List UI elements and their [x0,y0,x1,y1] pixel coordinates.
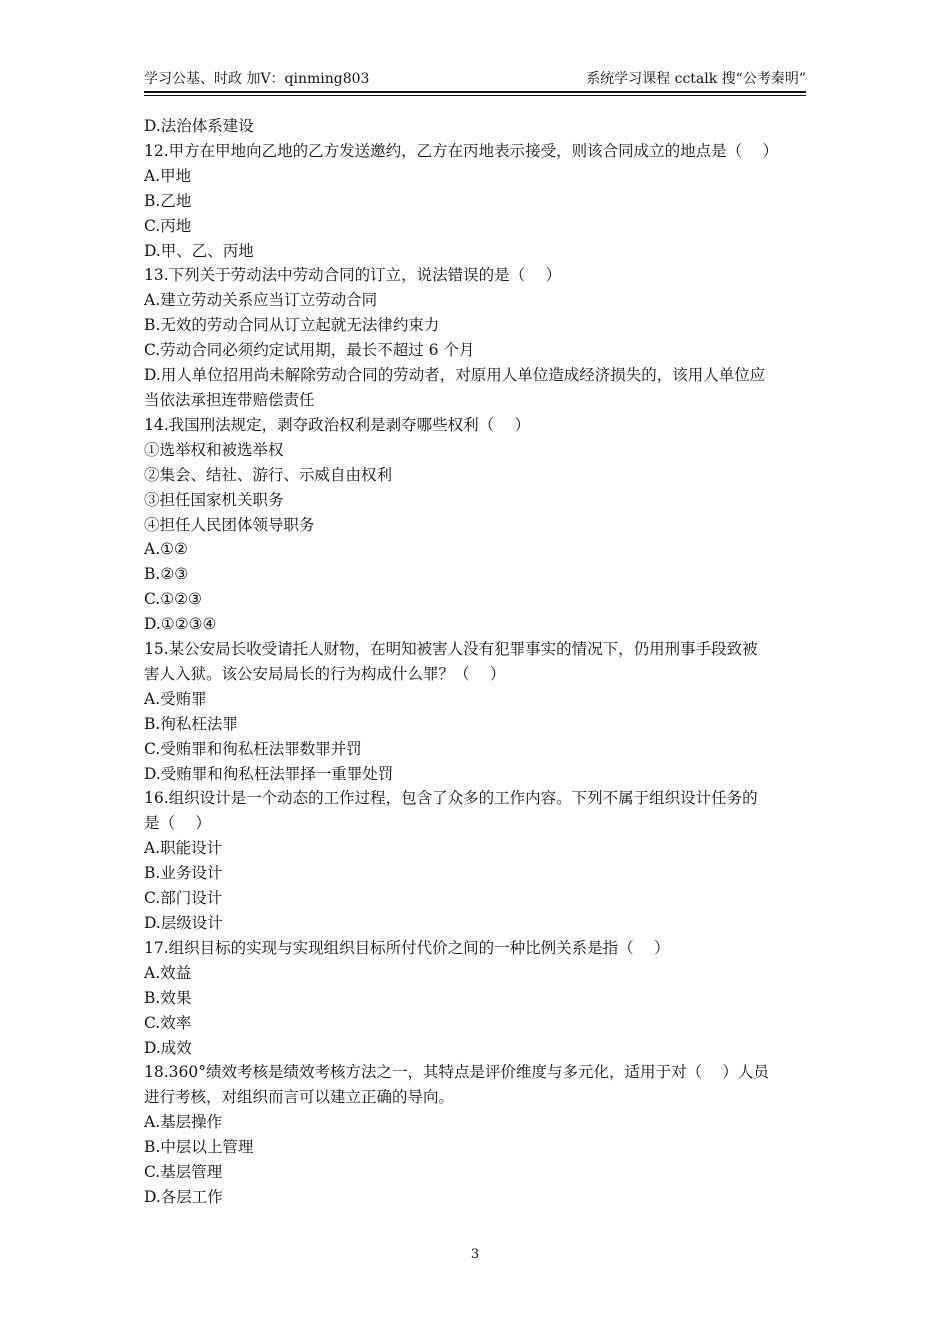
document-body [144,114,806,1210]
option-line: B.②③ [144,565,189,584]
option-line: A.建立劳动关系应当订立劳动合同 [144,291,378,310]
option-line: A.受贿罪 [144,689,207,708]
option-line: D.用人单位招用尚未解除劳动合同的劳动者，对原用人单位造成经济损失的，该用人单位应 [144,366,766,385]
option-line: A.甲地 [144,166,192,185]
question-18: 18.360°绩效考核是绩效考核方法之一，其特点是评价维度与多元化，适用于对（ ）人员 [144,1063,769,1082]
question-13: 13.下列关于劳动法中劳动合同的订立，说法错误的是（ ） [144,266,562,285]
header-rule-thin [144,95,806,96]
text-line: D.法治体系建设 [144,117,254,135]
header-left-text: 学习公基、时政 加V：qinming803 [144,71,370,87]
option-line: A.效益 [144,963,192,982]
option-line: A.①② [144,540,188,559]
option-line: D.成效 [144,1038,192,1057]
option-line: C.①②③ [144,590,202,609]
option-line: D.层级设计 [144,914,223,932]
option-line: A.职能设计 [144,839,223,858]
statement-line: ②集会、结社、游行、示威自由权利 [144,465,393,484]
header-rule [144,91,806,93]
option-line: C.劳动合同必须约定试用期，最长不超过 6 个月 [144,341,475,360]
option-line: B.无效的劳动合同从订立起就无法律约束力 [144,316,440,335]
option-line: C.丙地 [144,216,192,235]
option-line: B.效果 [144,988,192,1007]
option-line-continued: 当依法承担连带赔偿责任 [144,390,315,409]
option-line: C.效率 [144,1013,192,1032]
question-14: 14.我国刑法规定，剥夺政治权利是剥夺哪些权利（ ） [144,415,531,434]
option-line: D.受贿罪和徇私枉法罪择一重罪处罚 [144,764,394,783]
option-line: B.乙地 [144,191,192,210]
statement-line: ①选举权和被选举权 [144,440,284,459]
header-right-text: 系统学习课程 cctalk 搜“公考秦明” [586,71,806,87]
question-18-continued: 进行考核，对组织而言可以建立正确的导向。 [144,1088,455,1107]
question-16-continued: 是（ ） [144,814,211,833]
question-12: 12.甲方在甲地向乙地的乙方发送邀约，乙方在丙地表示接受，则该合同成立的地点是（ ） [144,141,779,160]
option-line: B.徇私枉法罪 [144,714,238,733]
option-line: B.业务设计 [144,864,223,883]
option-line: C.受贿罪和徇私枉法罪数罪并罚 [144,739,362,758]
option-line: D.①②③④ [144,615,217,634]
question-16: 16.组织设计是一个动态的工作过程，包含了众多的工作内容。下列不属于组织设计任务的 [144,789,758,808]
statement-line: ④担任人民团体领导职务 [144,515,315,534]
page-header [144,68,806,90]
question-15: 15.某公安局长收受请托人财物，在明知被害人没有犯罪事实的情况下，仍用刑事手段致被 [144,640,758,659]
option-line: B.中层以上管理 [144,1138,254,1157]
statement-line: ③担任国家机关职务 [144,490,284,509]
option-line: D.各层工作 [144,1187,223,1206]
option-line: C.部门设计 [144,889,223,908]
option-line: D.甲、乙、丙地 [144,241,254,260]
question-15-continued: 害人入狱。该公安局局长的行为构成什么罪？（ ） [144,664,506,683]
option-line: C.基层管理 [144,1163,223,1182]
option-line: A.基层操作 [144,1113,223,1132]
question-17: 17.组织目标的实现与实现组织目标所付代价之间的一种比例关系是指（ ） [144,938,670,957]
page-number: 3 [470,1247,480,1262]
